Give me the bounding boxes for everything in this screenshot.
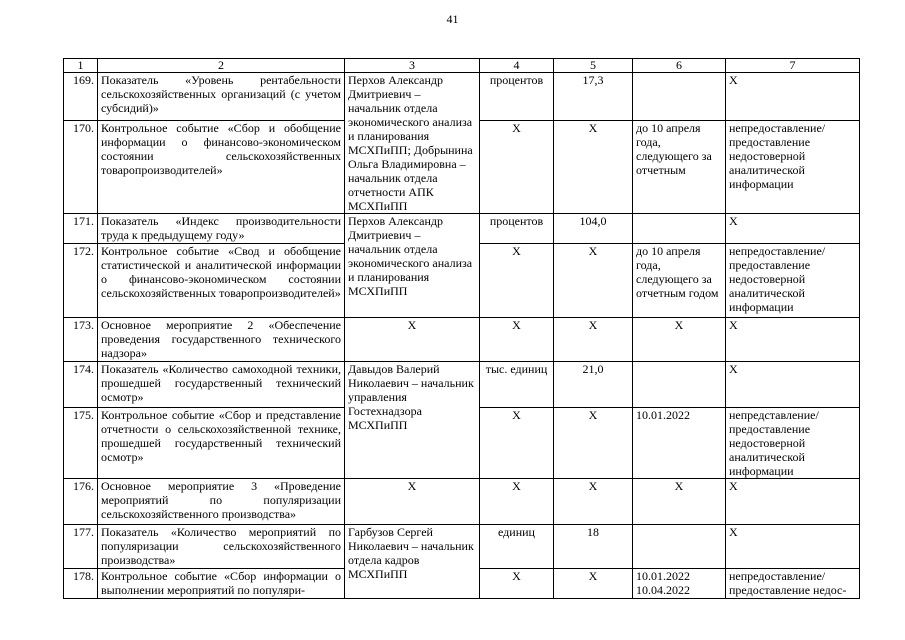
header-row bbox=[64, 59, 860, 73]
row-number: 170. bbox=[64, 120, 98, 213]
value-cell: X bbox=[554, 244, 633, 318]
deadline-cell: X bbox=[633, 318, 726, 362]
risk-cell: непредставление/предоставление недостоверной аналитической информации bbox=[726, 408, 860, 479]
header-col-2: 2 bbox=[98, 59, 345, 73]
risk-cell: непредоставление/ предоставление недос- bbox=[726, 569, 860, 599]
unit-cell: тыс. единиц bbox=[480, 362, 554, 408]
value-cell: X bbox=[554, 479, 633, 525]
responsible-cell: X bbox=[345, 318, 480, 362]
row-description: Контрольное событие «Сбор и обобщение информации о финансово-экономическом состоянии сельскохозяйственных товаропроизводителей» bbox=[98, 120, 345, 213]
unit-cell: X bbox=[480, 479, 554, 525]
row-number: 173. bbox=[64, 318, 98, 362]
table-row bbox=[64, 479, 860, 525]
unit-cell: X bbox=[480, 408, 554, 479]
risk-cell: непредоставление/ предоставление недостоверной аналитической информации bbox=[726, 244, 860, 318]
row-description: Контрольное событие «Сбор информации о выполнении мероприятий по популяри- bbox=[98, 569, 345, 599]
deadline-cell: до 10 апреля года, следующего за отчетным годом bbox=[633, 244, 726, 318]
unit-cell: X bbox=[480, 569, 554, 599]
table-row bbox=[64, 214, 860, 244]
deadline-cell: 10.01.2022 10.04.2022 bbox=[633, 569, 726, 599]
row-description: Показатель «Количество самоходной техники, прошедшей государственный технический осмотр» bbox=[98, 362, 345, 408]
row-number: 177. bbox=[64, 525, 98, 569]
value-cell: 104,0 bbox=[554, 214, 633, 244]
row-number: 171. bbox=[64, 214, 98, 244]
deadline-cell bbox=[633, 362, 726, 408]
deadline-cell bbox=[633, 73, 726, 121]
table-row bbox=[64, 318, 860, 362]
unit-cell: единиц bbox=[480, 525, 554, 569]
responsible-cell: Гарбузов Сергей Николаевич – начальник отдела кадров МСХПиПП bbox=[345, 525, 480, 599]
unit-cell: X bbox=[480, 244, 554, 318]
risk-cell: X bbox=[726, 214, 860, 244]
risk-cell: X bbox=[726, 525, 860, 569]
header-col-3: 3 bbox=[345, 59, 480, 73]
table-row bbox=[64, 525, 860, 569]
value-cell: X bbox=[554, 318, 633, 362]
row-number: 178. bbox=[64, 569, 98, 599]
header-col-5: 5 bbox=[554, 59, 633, 73]
value-cell: 17,3 bbox=[554, 73, 633, 121]
deadline-cell: X bbox=[633, 479, 726, 525]
risk-cell: X bbox=[726, 318, 860, 362]
header-col-7: 7 bbox=[726, 59, 860, 73]
responsible-cell: Давыдов Валерий Николаевич – начальник управления Гостехнадзора МСХПиПП bbox=[345, 362, 480, 479]
unit-cell: X bbox=[480, 120, 554, 213]
table-row bbox=[64, 362, 860, 408]
row-number: 174. bbox=[64, 362, 98, 408]
value-cell: X bbox=[554, 569, 633, 599]
row-description: Показатель «Количество мероприятий по популяризации сельскохозяйственного производства» bbox=[98, 525, 345, 569]
page-number: 41 bbox=[446, 12, 459, 26]
row-description: Показатель «Индекс производительности труда к предыдущему году» bbox=[98, 214, 345, 244]
value-cell: X bbox=[554, 408, 633, 479]
responsible-cell: Перхов Александр Дмитриевич – начальник отдела экономического анализа и планирования МСХПиПП bbox=[345, 214, 480, 318]
row-description: Основное мероприятие 3 «Проведение мероприятий по популяризации сельскохозяйственного производства» bbox=[98, 479, 345, 525]
unit-cell: процентов bbox=[480, 214, 554, 244]
row-description: Показатель «Уровень рентабельности сельскохозяйственных организаций (с учетом субсидий)» bbox=[98, 73, 345, 121]
value-cell: 21,0 bbox=[554, 362, 633, 408]
responsible-cell: Перхов Александр Дмитриевич – начальник отдела экономического анализа и планирования МСХПиПП; Добрынина Ольга Владимировна – начальник отдела отчетности АПК МСХПиПП bbox=[345, 73, 480, 214]
row-number: 172. bbox=[64, 244, 98, 318]
deadline-cell bbox=[633, 525, 726, 569]
risk-cell: X bbox=[726, 479, 860, 525]
risk-cell: X bbox=[726, 73, 860, 121]
risk-cell: X bbox=[726, 362, 860, 408]
header-col-4: 4 bbox=[480, 59, 554, 73]
responsible-cell: X bbox=[345, 479, 480, 525]
header-col-6: 6 bbox=[633, 59, 726, 73]
row-description: Основное мероприятие 2 «Обеспечение проведения государственного технического надзора» bbox=[98, 318, 345, 362]
row-description: Контрольное событие «Сбор и представление отчетности о сельскохозяйственной технике, прошедшей государственный технический осмотр» bbox=[98, 408, 345, 479]
row-number: 176. bbox=[64, 479, 98, 525]
header-col-1: 1 bbox=[64, 59, 98, 73]
value-cell: 18 bbox=[554, 525, 633, 569]
deadline-cell bbox=[633, 214, 726, 244]
deadline-cell: до 10 апреля года, следующего за отчетным bbox=[633, 120, 726, 213]
unit-cell: процентов bbox=[480, 73, 554, 121]
row-number: 169. bbox=[64, 73, 98, 121]
program-table bbox=[63, 58, 860, 599]
row-description: Контрольное событие «Свод и обобщение статистической и аналитической информации о финансово-экономическом состоянии сельскохозяйственных товаропроизводителей» bbox=[98, 244, 345, 318]
deadline-cell: 10.01.2022 bbox=[633, 408, 726, 479]
unit-cell: X bbox=[480, 318, 554, 362]
row-number: 175. bbox=[64, 408, 98, 479]
value-cell: X bbox=[554, 120, 633, 213]
table-row bbox=[64, 73, 860, 121]
risk-cell: непредоставление/ предоставление недостоверной аналитической информации bbox=[726, 120, 860, 213]
